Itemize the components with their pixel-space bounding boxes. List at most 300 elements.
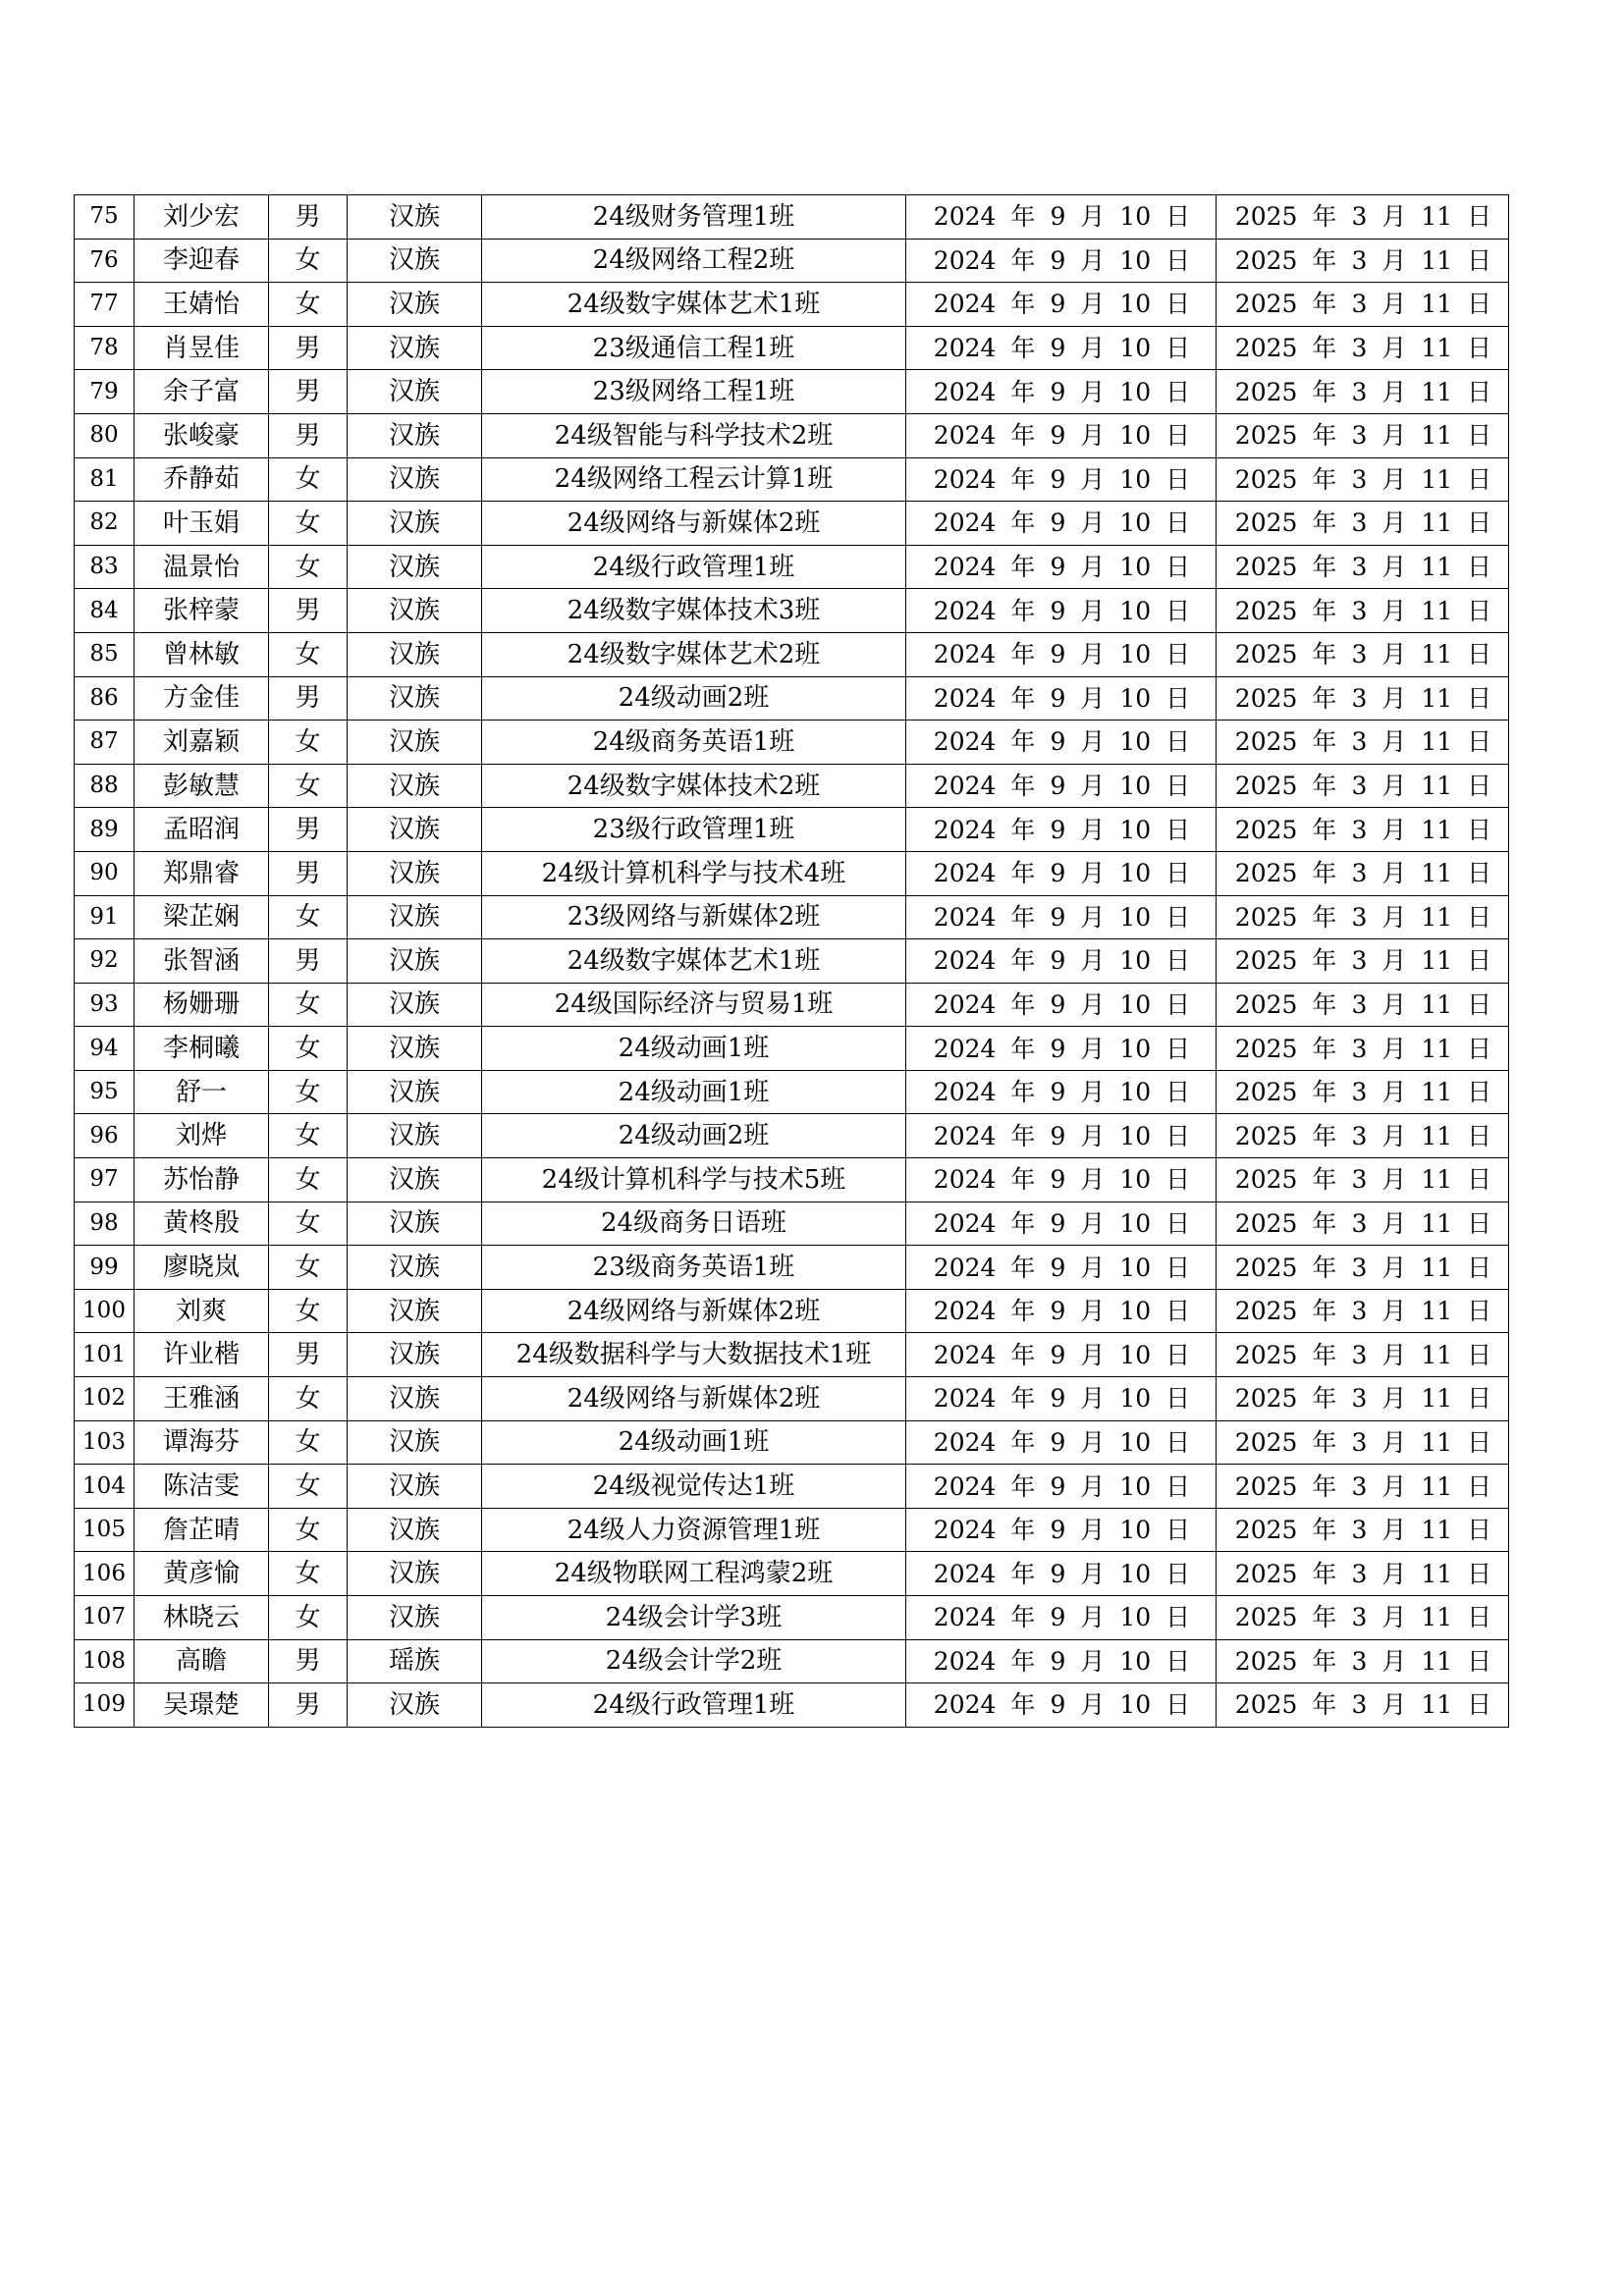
start-month: 9: [1050, 596, 1066, 625]
start-date: [906, 589, 1217, 633]
month-unit: 月: [1381, 508, 1407, 538]
student-ethnicity: 汉族: [348, 808, 482, 852]
start-month: 9: [1050, 1516, 1066, 1545]
student-class: 24级网络工程云计算1班: [482, 457, 906, 502]
student-sex: 女: [269, 502, 348, 546]
day-unit: 日: [1467, 290, 1492, 319]
end-month: 3: [1351, 290, 1368, 319]
year-unit: 年: [1010, 640, 1036, 669]
end-date: [1217, 1377, 1509, 1421]
end-date: [1217, 1508, 1509, 1552]
start-year: 2024: [933, 1253, 997, 1282]
end-month: 3: [1351, 1690, 1368, 1720]
end-date: [1217, 939, 1509, 984]
student-name: 廖晓岚: [135, 1246, 269, 1290]
row-number: 103: [75, 1420, 135, 1465]
start-month: 9: [1050, 946, 1066, 976]
day-unit: 日: [1467, 1471, 1492, 1501]
student-ethnicity: 汉族: [348, 589, 482, 633]
month-unit: 月: [1080, 859, 1106, 888]
row-number: 102: [75, 1377, 135, 1421]
end-day: 11: [1421, 640, 1453, 669]
start-month: 9: [1050, 1646, 1066, 1676]
end-year: 2025: [1234, 1078, 1298, 1107]
day-unit: 日: [1165, 1646, 1191, 1676]
year-unit: 年: [1312, 421, 1337, 451]
student-sex: 女: [269, 1201, 348, 1246]
start-date: [906, 721, 1217, 765]
start-day: 10: [1119, 202, 1152, 232]
year-unit: 年: [1010, 1471, 1036, 1501]
year-unit: 年: [1312, 1121, 1337, 1150]
start-date: [906, 283, 1217, 327]
start-month: 9: [1050, 683, 1066, 713]
end-year: 2025: [1234, 640, 1298, 669]
day-unit: 日: [1467, 1165, 1492, 1195]
student-ethnicity: 汉族: [348, 370, 482, 414]
end-day: 11: [1421, 989, 1453, 1019]
start-month: 9: [1050, 1690, 1066, 1720]
end-day: 11: [1421, 772, 1453, 801]
year-unit: 年: [1010, 1603, 1036, 1632]
year-unit: 年: [1312, 1384, 1337, 1414]
day-unit: 日: [1467, 1384, 1492, 1414]
row-number: 98: [75, 1201, 135, 1246]
row-number: 100: [75, 1289, 135, 1333]
student-sex: 男: [269, 589, 348, 633]
start-month: 9: [1050, 508, 1066, 538]
year-unit: 年: [1312, 596, 1337, 625]
student-name: 郑鼎睿: [135, 851, 269, 895]
student-class: 24级商务日语班: [482, 1201, 906, 1246]
start-month: 9: [1050, 1603, 1066, 1632]
end-month: 3: [1351, 1297, 1368, 1326]
month-unit: 月: [1080, 727, 1106, 757]
end-date: [1217, 195, 1509, 240]
student-name: 刘嘉颖: [135, 721, 269, 765]
end-day: 11: [1421, 1208, 1453, 1238]
year-unit: 年: [1010, 1384, 1036, 1414]
table-row: [75, 1027, 1509, 1071]
day-unit: 日: [1165, 1471, 1191, 1501]
end-date: [1217, 1552, 1509, 1596]
month-unit: 月: [1381, 1034, 1407, 1063]
start-day: 10: [1119, 1165, 1152, 1195]
student-name: 乔静茹: [135, 457, 269, 502]
month-unit: 月: [1381, 1253, 1407, 1282]
year-unit: 年: [1312, 1034, 1337, 1063]
year-unit: 年: [1312, 902, 1337, 932]
row-number: 78: [75, 326, 135, 370]
start-month: 9: [1050, 1121, 1066, 1150]
start-year: 2024: [933, 1165, 997, 1195]
end-day: 11: [1421, 815, 1453, 844]
end-date: [1217, 808, 1509, 852]
end-day: 11: [1421, 1078, 1453, 1107]
start-year: 2024: [933, 1384, 997, 1414]
start-date: [906, 502, 1217, 546]
end-month: 3: [1351, 902, 1368, 932]
end-date: [1217, 1639, 1509, 1683]
day-unit: 日: [1467, 1340, 1492, 1369]
day-unit: 日: [1467, 1690, 1492, 1720]
student-ethnicity: 汉族: [348, 764, 482, 808]
start-month: 9: [1050, 202, 1066, 232]
table-row: [75, 939, 1509, 984]
student-name: 许业楷: [135, 1333, 269, 1377]
month-unit: 月: [1381, 727, 1407, 757]
start-date: [906, 1420, 1217, 1465]
month-unit: 月: [1080, 1208, 1106, 1238]
year-unit: 年: [1312, 464, 1337, 494]
student-ethnicity: 汉族: [348, 545, 482, 589]
student-sex: 女: [269, 1158, 348, 1202]
year-unit: 年: [1312, 1165, 1337, 1195]
day-unit: 日: [1165, 596, 1191, 625]
end-date: [1217, 983, 1509, 1027]
start-day: 10: [1119, 596, 1152, 625]
end-year: 2025: [1234, 1559, 1298, 1588]
day-unit: 日: [1165, 508, 1191, 538]
start-day: 10: [1119, 1034, 1152, 1063]
table-row: [75, 283, 1509, 327]
end-month: 3: [1351, 202, 1368, 232]
month-unit: 月: [1381, 1603, 1407, 1632]
student-ethnicity: 汉族: [348, 195, 482, 240]
year-unit: 年: [1312, 1471, 1337, 1501]
table-row: [75, 983, 1509, 1027]
day-unit: 日: [1467, 334, 1492, 363]
month-unit: 月: [1381, 334, 1407, 363]
table-row: [75, 851, 1509, 895]
month-unit: 月: [1381, 245, 1407, 275]
day-unit: 日: [1467, 377, 1492, 406]
start-year: 2024: [933, 290, 997, 319]
day-unit: 日: [1165, 202, 1191, 232]
student-name: 王雅涵: [135, 1377, 269, 1421]
year-unit: 年: [1010, 1165, 1036, 1195]
student-class: 24级网络与新媒体2班: [482, 502, 906, 546]
start-date: [906, 1246, 1217, 1290]
student-class: 24级行政管理1班: [482, 1683, 906, 1728]
table-row: [75, 764, 1509, 808]
student-class: 24级数字媒体艺术2班: [482, 632, 906, 676]
student-ethnicity: 瑶族: [348, 1639, 482, 1683]
end-day: 11: [1421, 1253, 1453, 1282]
end-date: [1217, 895, 1509, 939]
end-day: 11: [1421, 1690, 1453, 1720]
year-unit: 年: [1312, 772, 1337, 801]
student-class: 24级数字媒体艺术1班: [482, 939, 906, 984]
start-year: 2024: [933, 1078, 997, 1107]
year-unit: 年: [1312, 683, 1337, 713]
end-date: [1217, 326, 1509, 370]
month-unit: 月: [1381, 1297, 1407, 1326]
student-name: 苏怡静: [135, 1158, 269, 1202]
start-month: 9: [1050, 859, 1066, 888]
start-year: 2024: [933, 859, 997, 888]
student-ethnicity: 汉族: [348, 983, 482, 1027]
student-class: 24级数字媒体技术3班: [482, 589, 906, 633]
year-unit: 年: [1010, 202, 1036, 232]
year-unit: 年: [1010, 377, 1036, 406]
end-day: 11: [1421, 683, 1453, 713]
end-day: 11: [1421, 596, 1453, 625]
start-year: 2024: [933, 1603, 997, 1632]
year-unit: 年: [1312, 1253, 1337, 1282]
start-year: 2024: [933, 1034, 997, 1063]
end-date: [1217, 1596, 1509, 1640]
month-unit: 月: [1381, 1121, 1407, 1150]
day-unit: 日: [1467, 902, 1492, 932]
year-unit: 年: [1312, 946, 1337, 976]
student-name: 黄柊殷: [135, 1201, 269, 1246]
student-ethnicity: 汉族: [348, 1508, 482, 1552]
day-unit: 日: [1165, 640, 1191, 669]
year-unit: 年: [1010, 1516, 1036, 1545]
student-sex: 女: [269, 1377, 348, 1421]
student-class: 24级物联网工程鸿蒙2班: [482, 1552, 906, 1596]
end-year: 2025: [1234, 1427, 1298, 1457]
end-date: [1217, 1158, 1509, 1202]
row-number: 101: [75, 1333, 135, 1377]
start-month: 9: [1050, 1078, 1066, 1107]
start-day: 10: [1119, 464, 1152, 494]
student-sex: 男: [269, 1683, 348, 1728]
start-month: 9: [1050, 640, 1066, 669]
student-sex: 男: [269, 413, 348, 457]
year-unit: 年: [1010, 1208, 1036, 1238]
row-number: 106: [75, 1552, 135, 1596]
row-number: 87: [75, 721, 135, 765]
end-month: 3: [1351, 464, 1368, 494]
end-year: 2025: [1234, 1121, 1298, 1150]
start-year: 2024: [933, 1427, 997, 1457]
day-unit: 日: [1165, 1340, 1191, 1369]
month-unit: 月: [1080, 1646, 1106, 1676]
year-unit: 年: [1312, 1340, 1337, 1369]
student-name: 张梓蒙: [135, 589, 269, 633]
student-class: 24级计算机科学与技术5班: [482, 1158, 906, 1202]
end-month: 3: [1351, 815, 1368, 844]
year-unit: 年: [1010, 1253, 1036, 1282]
end-month: 3: [1351, 1165, 1368, 1195]
start-month: 9: [1050, 1427, 1066, 1457]
end-date: [1217, 851, 1509, 895]
end-year: 2025: [1234, 727, 1298, 757]
end-year: 2025: [1234, 1165, 1298, 1195]
table-row: [75, 632, 1509, 676]
start-day: 10: [1119, 640, 1152, 669]
student-ethnicity: 汉族: [348, 1070, 482, 1114]
month-unit: 月: [1080, 1559, 1106, 1588]
month-unit: 月: [1080, 946, 1106, 976]
end-day: 11: [1421, 727, 1453, 757]
day-unit: 日: [1165, 859, 1191, 888]
end-year: 2025: [1234, 1471, 1298, 1501]
end-year: 2025: [1234, 1690, 1298, 1720]
student-sex: 男: [269, 195, 348, 240]
row-number: 77: [75, 283, 135, 327]
student-ethnicity: 汉族: [348, 1114, 482, 1158]
start-day: 10: [1119, 859, 1152, 888]
student-sex: 女: [269, 1114, 348, 1158]
student-class: 24级人力资源管理1班: [482, 1508, 906, 1552]
table-row: [75, 1508, 1509, 1552]
row-number: 81: [75, 457, 135, 502]
student-ethnicity: 汉族: [348, 939, 482, 984]
start-day: 10: [1119, 1559, 1152, 1588]
month-unit: 月: [1080, 421, 1106, 451]
end-day: 11: [1421, 1427, 1453, 1457]
month-unit: 月: [1080, 683, 1106, 713]
student-class: 24级视觉传达1班: [482, 1465, 906, 1509]
year-unit: 年: [1010, 1297, 1036, 1326]
year-unit: 年: [1010, 1078, 1036, 1107]
day-unit: 日: [1165, 1603, 1191, 1632]
month-unit: 月: [1381, 1427, 1407, 1457]
month-unit: 月: [1381, 596, 1407, 625]
table-row: [75, 1465, 1509, 1509]
month-unit: 月: [1080, 377, 1106, 406]
month-unit: 月: [1381, 815, 1407, 844]
end-year: 2025: [1234, 1034, 1298, 1063]
day-unit: 日: [1467, 727, 1492, 757]
day-unit: 日: [1165, 1165, 1191, 1195]
end-year: 2025: [1234, 1297, 1298, 1326]
month-unit: 月: [1381, 859, 1407, 888]
end-year: 2025: [1234, 989, 1298, 1019]
end-year: 2025: [1234, 1340, 1298, 1369]
start-day: 10: [1119, 683, 1152, 713]
start-day: 10: [1119, 1121, 1152, 1150]
year-unit: 年: [1312, 727, 1337, 757]
start-day: 10: [1119, 1297, 1152, 1326]
start-year: 2024: [933, 202, 997, 232]
day-unit: 日: [1467, 202, 1492, 232]
row-number: 99: [75, 1246, 135, 1290]
student-sex: 男: [269, 851, 348, 895]
day-unit: 日: [1467, 1078, 1492, 1107]
end-year: 2025: [1234, 683, 1298, 713]
table-row: [75, 1246, 1509, 1290]
student-sex: 男: [269, 939, 348, 984]
student-class: 24级数字媒体技术2班: [482, 764, 906, 808]
table-row: [75, 1420, 1509, 1465]
start-day: 10: [1119, 334, 1152, 363]
month-unit: 月: [1080, 464, 1106, 494]
student-ethnicity: 汉族: [348, 1377, 482, 1421]
start-year: 2024: [933, 377, 997, 406]
day-unit: 日: [1467, 640, 1492, 669]
year-unit: 年: [1010, 1121, 1036, 1150]
student-ethnicity: 汉族: [348, 895, 482, 939]
end-day: 11: [1421, 202, 1453, 232]
end-year: 2025: [1234, 377, 1298, 406]
student-name: 陈洁雯: [135, 1465, 269, 1509]
student-ethnicity: 汉族: [348, 1465, 482, 1509]
start-month: 9: [1050, 1165, 1066, 1195]
start-date: [906, 1639, 1217, 1683]
day-unit: 日: [1165, 1121, 1191, 1150]
start-day: 10: [1119, 421, 1152, 451]
start-year: 2024: [933, 989, 997, 1019]
start-day: 10: [1119, 727, 1152, 757]
end-day: 11: [1421, 1384, 1453, 1414]
student-name: 张峻豪: [135, 413, 269, 457]
start-month: 9: [1050, 421, 1066, 451]
start-year: 2024: [933, 1646, 997, 1676]
start-year: 2024: [933, 1121, 997, 1150]
start-day: 10: [1119, 245, 1152, 275]
start-date: [906, 413, 1217, 457]
student-sex: 男: [269, 326, 348, 370]
start-year: 2024: [933, 1471, 997, 1501]
month-unit: 月: [1080, 1516, 1106, 1545]
start-month: 9: [1050, 377, 1066, 406]
month-unit: 月: [1080, 1297, 1106, 1326]
table-row: [75, 1289, 1509, 1333]
student-class: 24级数字媒体艺术1班: [482, 283, 906, 327]
end-date: [1217, 1289, 1509, 1333]
start-date: [906, 1027, 1217, 1071]
month-unit: 月: [1381, 464, 1407, 494]
end-date: [1217, 457, 1509, 502]
student-sex: 女: [269, 1246, 348, 1290]
start-day: 10: [1119, 1603, 1152, 1632]
end-date: [1217, 721, 1509, 765]
end-day: 11: [1421, 1471, 1453, 1501]
year-unit: 年: [1010, 1427, 1036, 1457]
day-unit: 日: [1165, 290, 1191, 319]
student-ethnicity: 汉族: [348, 1158, 482, 1202]
month-unit: 月: [1080, 1253, 1106, 1282]
year-unit: 年: [1312, 290, 1337, 319]
student-class: 23级商务英语1班: [482, 1246, 906, 1290]
day-unit: 日: [1165, 1253, 1191, 1282]
start-month: 9: [1050, 989, 1066, 1019]
day-unit: 日: [1165, 1427, 1191, 1457]
year-unit: 年: [1010, 1559, 1036, 1588]
month-unit: 月: [1381, 377, 1407, 406]
day-unit: 日: [1467, 1603, 1492, 1632]
end-day: 11: [1421, 1121, 1453, 1150]
student-sex: 男: [269, 676, 348, 721]
day-unit: 日: [1165, 902, 1191, 932]
end-month: 3: [1351, 1427, 1368, 1457]
row-number: 88: [75, 764, 135, 808]
student-class: 24级动画1班: [482, 1420, 906, 1465]
start-day: 10: [1119, 1208, 1152, 1238]
row-number: 75: [75, 195, 135, 240]
year-unit: 年: [1312, 202, 1337, 232]
row-number: 79: [75, 370, 135, 414]
start-day: 10: [1119, 772, 1152, 801]
year-unit: 年: [1312, 859, 1337, 888]
month-unit: 月: [1381, 946, 1407, 976]
end-year: 2025: [1234, 596, 1298, 625]
end-date: [1217, 1201, 1509, 1246]
day-unit: 日: [1165, 727, 1191, 757]
year-unit: 年: [1010, 946, 1036, 976]
end-date: [1217, 632, 1509, 676]
end-month: 3: [1351, 245, 1368, 275]
end-month: 3: [1351, 859, 1368, 888]
end-month: 3: [1351, 508, 1368, 538]
month-unit: 月: [1381, 683, 1407, 713]
start-year: 2024: [933, 508, 997, 538]
end-date: [1217, 1465, 1509, 1509]
